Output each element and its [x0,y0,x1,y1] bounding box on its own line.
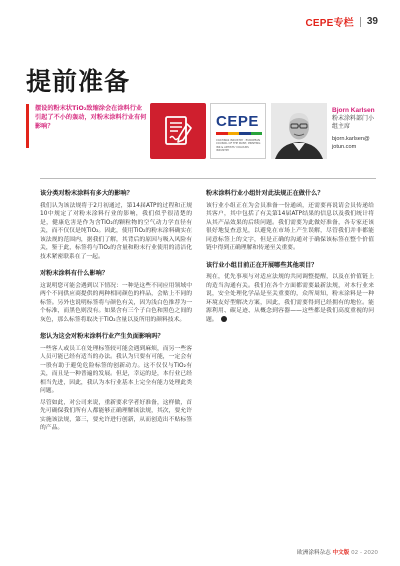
article-end-icon [221,316,227,322]
author-photo [271,103,327,159]
question-2: 对粉末涂料有什么影响？ [40,270,109,277]
intro-block [26,104,147,148]
answer-5-text: 现在，优先事项与对适应法规的共同调整提醒，以及在价值链上的造当沟通有关。我们在各个方面都需要最新法规，对本行业来说，安全处理化学品是至关重要的，众所周知，粉末涂料是一种环境友好型解决方案，因此，我们需要得到已经拥有的地位。能源利用、碳足迹、从概念到容器——这些都是我们高度重视的问题。 [206,274,374,323]
question-3: 您认为这会对粉末涂料行业产生负面影响吗？ [40,333,164,340]
answer-1: 我们认为该法规将于2月初通过，第14届ATP的过程和正规10中规定了对粉末涂料行业的影响，我们似乎很清楚的是，健康危害是作为含TiO₂的颗粒物的空气动力学直径有关，而不仅仅是纯TiO₂。因此，使用TiO₂的粉末涂料确实在该法规的范围内，据我们了解，其背后的原因与吸入风险有关，鉴于此，标签将与TiO₂的含量和粉末行业使用的清洁化技术紧密联系在了一起。 [40,202,192,260]
page-number: 39 [366,16,378,27]
answer-5 [206,273,374,324]
header-separator [360,17,361,27]
intro-accent-bar [26,104,29,148]
qa-block-4 [206,190,374,253]
cepe-logo [210,103,266,159]
intro-text: 摆设的粉末状TiO₂致缩涂会在涂料行业引起了不小的轰动，对粉末涂料行业有何影响？ [35,105,147,130]
author-role-line2: 组主席 [332,123,351,130]
cepe-logo-text: CEPE [216,113,259,130]
question-5: 该行业小组目前正在开展哪些其他项目？ [206,261,318,269]
section-divider [40,178,376,179]
answer-4: 该行业小组正在为会员准备一份通函，还需要再说请会员传递给其客户，其中包括了有关第14届ATP结果的信息以及我们统计将从其产品效果的后续问题。我们需要为此做好准备，各专家还该很好地复查意见，以避免在市场上产生误解，尽管我们并非都能同意标签上的文字，但是正确的沟通对于确保该标签在整个价值链中得到正确理解和传递至关重要。 [206,202,374,251]
column-name: CEPE专栏 [305,18,354,29]
article-title: 提前准备 [26,67,131,96]
author-email-line2: jotun.com [332,143,357,150]
question-1: 该分类对粉末涂料有多大的影响？ [40,190,133,197]
author-bio [332,106,394,151]
cepe-logo-subtitle: COATINGS INDUSTRY · EUROPEAN COUNCIL OF THE PAINT, PRINTING INK & ARTISTS' COLOURS INDUSTRY [216,139,261,153]
document-pen-icon [150,103,206,159]
author-email-line1: bjorn.karlsen@ [332,136,370,142]
left-column [40,190,192,442]
page-footer [297,548,378,556]
cepe-logo-stripes [216,132,262,135]
answer-3-continued: 尽管如此，对公司来说，重新要求学者好准备，这样做，首先可确保我们所有人都能够正确理解该法规，其次，要允许实施该法规，第三，要允许进行创新，从而创造出不贴标签的产品。 [40,399,192,431]
qa-block-1 [40,190,192,261]
answer-2: 这说明您可能会遇到以下情况：一种是这些不同应用领域中两个不同供应商提供的两种相同颜色的样品，会贴上不同的标签。另外也说明标签将与颜色有关，因为浅白色推荐为一个标准，而黑色则没有。如果含有三个子白色和黑色之间的灰色，那么标签将取决于TiO₂含量以及所用的颜料技术。 [40,282,192,323]
footer-edition: 中文版 [332,550,350,556]
qa-block-5 [206,262,374,325]
footer-magazine: 欧洲涂料杂志 [297,550,331,556]
page-header [305,14,378,29]
author-name: Bjorn Karlsen [332,107,375,114]
qa-block-3 [40,333,192,433]
qa-block-2 [40,270,192,324]
question-4: 粉末涂料行业小组针对此法规正在做什么？ [206,190,324,197]
footer-issue: 02 - 2020 [351,550,378,556]
right-column [206,190,374,333]
answer-3: 一些客人或员工在处理标签较可能会遇到麻烦，而另一些客人员可能已经有适当的办法。我认为只要有可能，一定会有一股有助于避免危险标签的创新动力。这不仅仅与TiO₂有关，而且是一种普遍的发展。但是，幸运的是，本行业已经相当先进，因此，我认为本行业基本上完全有能力处理此类问题。 [40,345,192,394]
author-role-line1: 粉末涂料部门小 [332,115,375,122]
